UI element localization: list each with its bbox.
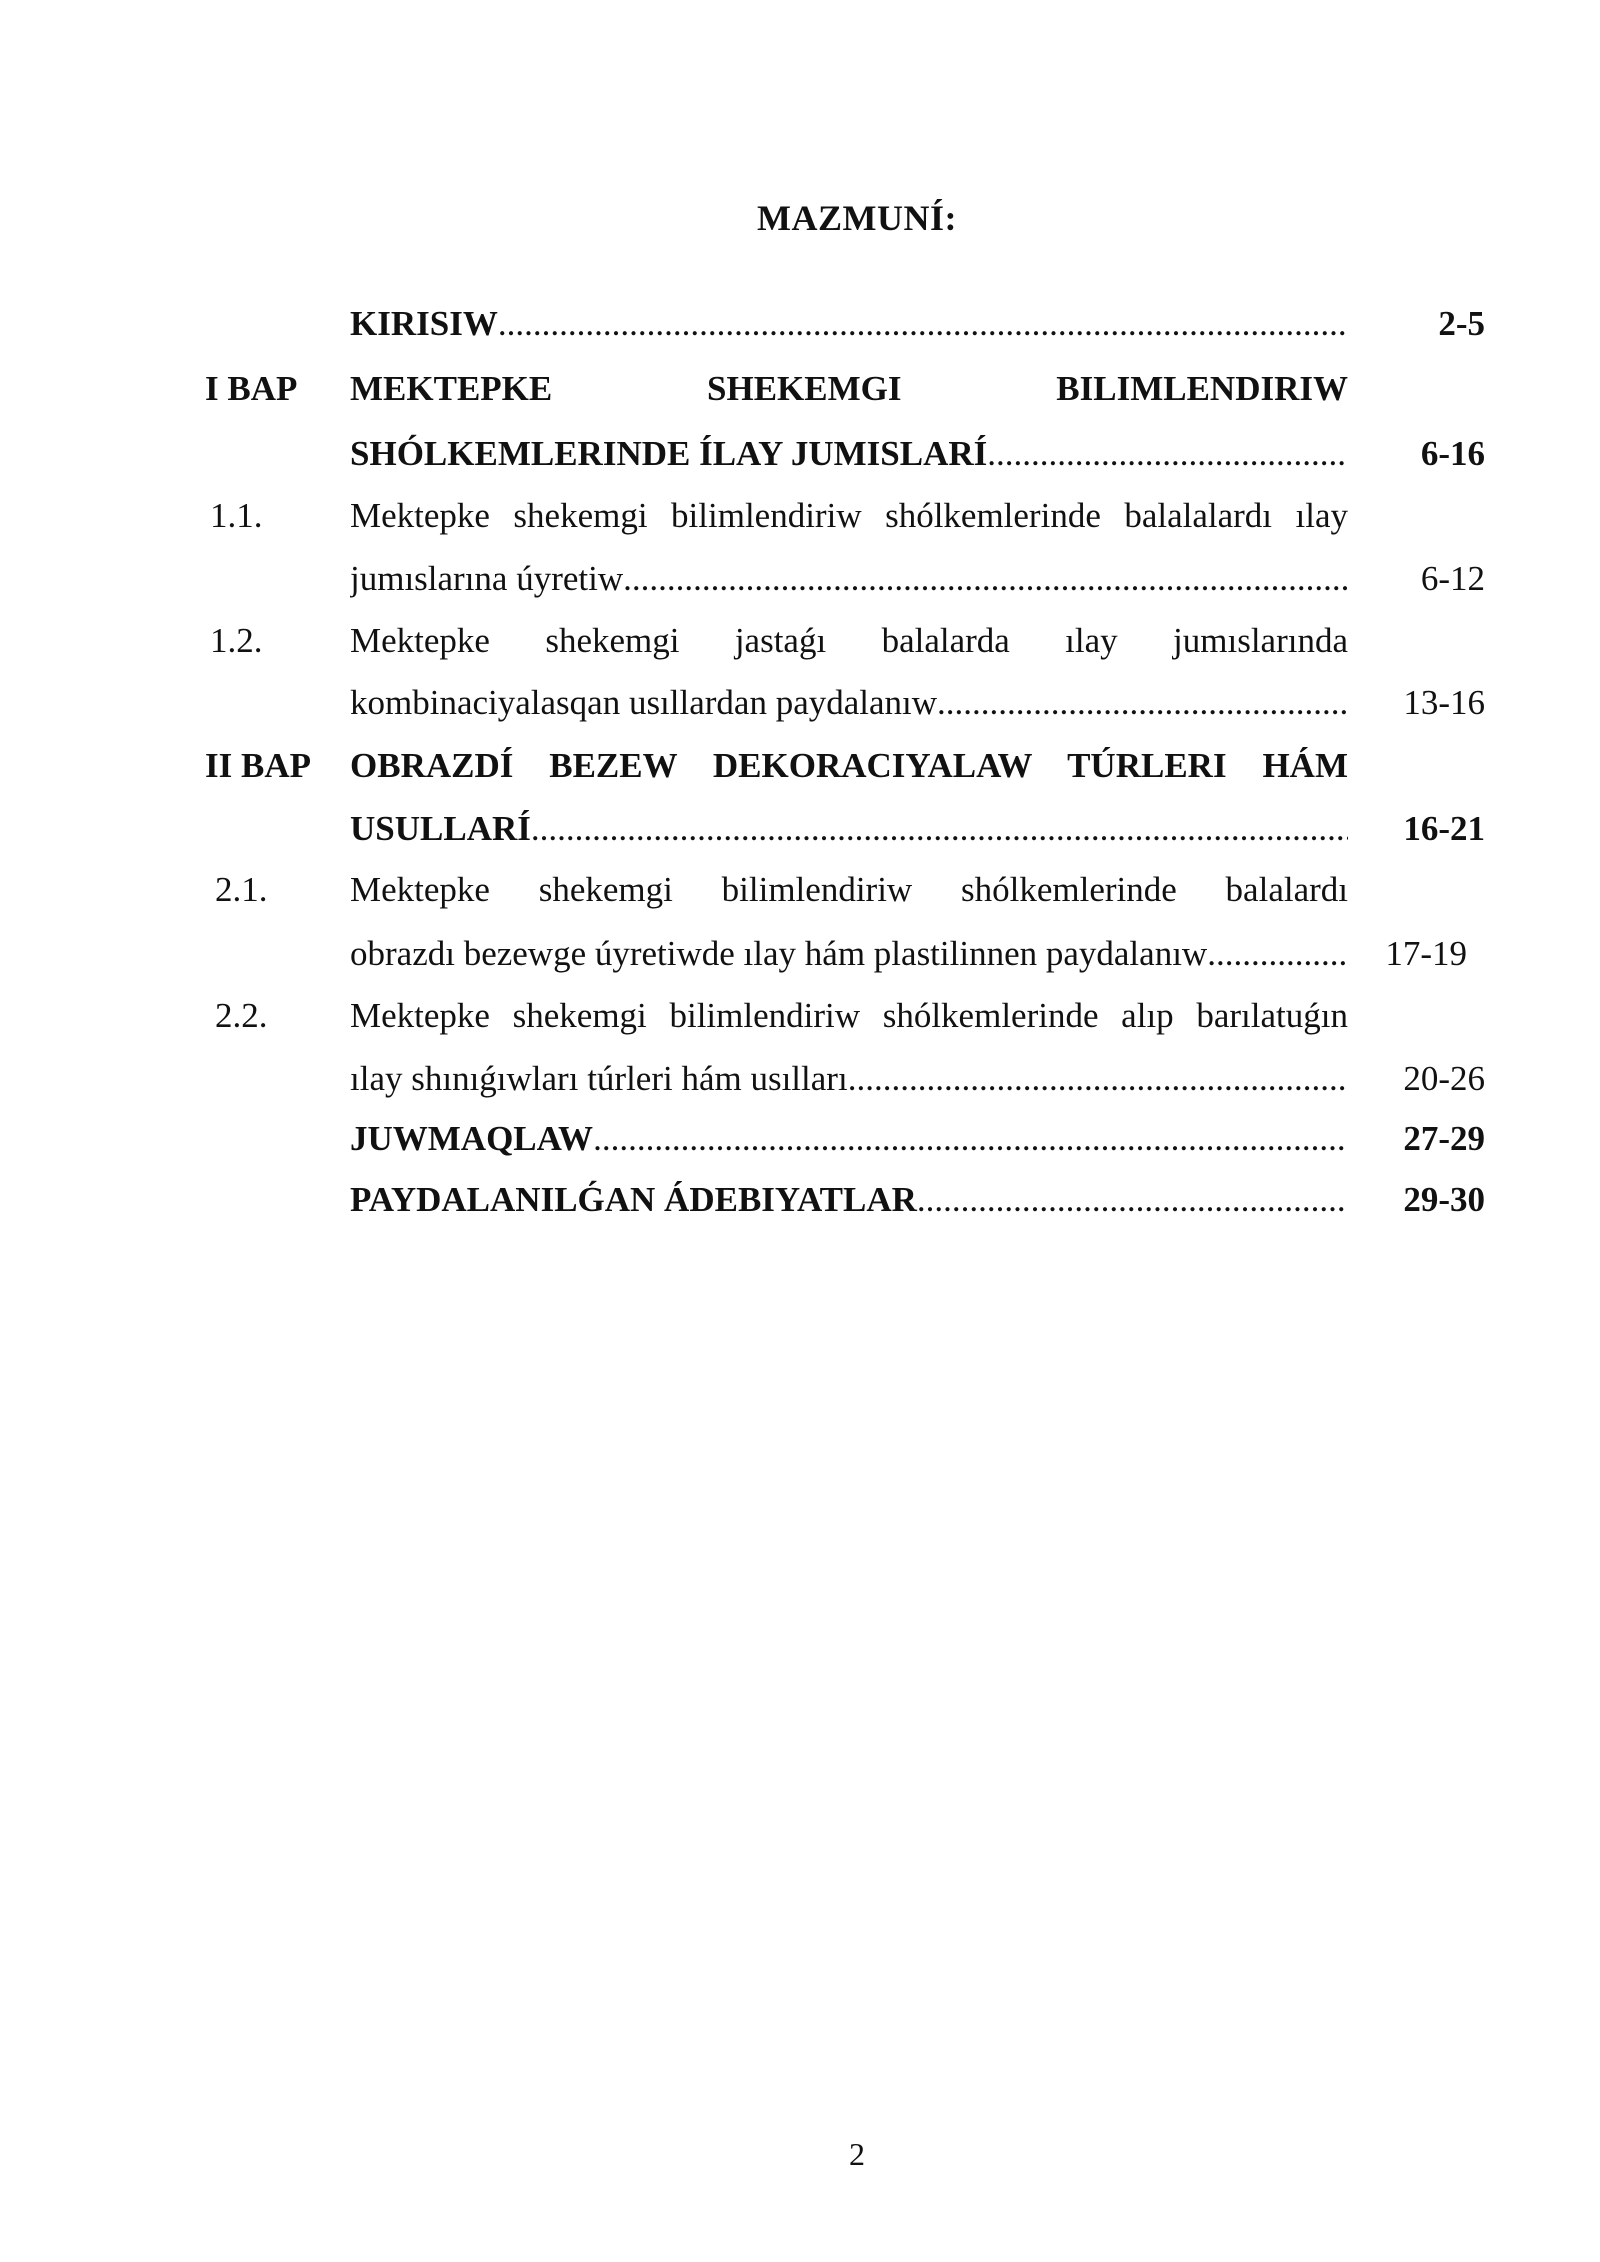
dot-leader (987, 428, 1348, 480)
section-title-line2: ılay shınıǵıwları túrleri hám usılları ..... (350, 1053, 1348, 1105)
section-title-line2: kombinaciyalasqan usıllardan paydalanıw ..... (350, 677, 1348, 729)
dot-leader (848, 1053, 1348, 1105)
dot-leader (531, 803, 1348, 855)
toc-entry-conclusion-title: JUWMAQLAW ..... (350, 1113, 1348, 1165)
section-title-line2: jumıslarına úyretiw ..... (350, 553, 1348, 605)
toc-entry-section-1-1 (0, 490, 1600, 542)
chapter-title-line1: OBRAZDÍ BEZEW DEKORACIYALAW TÚRLERI HÁM (350, 746, 1348, 785)
section-title-line1: Mektepke shekemgi bilimlendiriw shólkemlerinde balalardı (350, 870, 1348, 909)
toc-page-ref: 2-5 (1438, 304, 1485, 343)
chapter-number: I BAP (205, 369, 298, 408)
dot-leader (593, 1113, 1348, 1165)
chapter-number: II BAP (205, 746, 311, 785)
chapter-title-line2: USULLARÍ ..... (350, 803, 1348, 855)
toc-entry-section-1-2-cont (0, 677, 1600, 729)
toc-entry-conclusion (0, 1113, 1600, 1165)
section-number: 2.1. (215, 870, 268, 909)
toc-page-ref: 6-16 (1420, 434, 1485, 473)
toc-page-ref: 27-29 (1403, 1119, 1485, 1158)
section-title-line1: Mektepke shekemgi bilimlendiriw shólkemlerinde alıp barılatuǵın (350, 996, 1348, 1035)
section-title-line1: Mektepke shekemgi bilimlendiriw shólkemlerinde balalalardı ılay (350, 496, 1348, 535)
toc-entry-section-2-1-cont (0, 928, 1600, 980)
section-title-line2: obrazdı bezewge úyretiwde ılay hám plastilinnen paydalanıw ..... (350, 928, 1348, 980)
toc-entry-section-2-2 (0, 990, 1600, 1042)
dot-leader (623, 553, 1348, 605)
toc-page-ref: 20-26 (1403, 1059, 1485, 1098)
toc-entry-references-title: PAYDALANILǴAN ÁDEBIYATLAR ..... (350, 1174, 1348, 1226)
toc-entry-section-1-2 (0, 615, 1600, 667)
toc-entry-chapter1-cont (0, 428, 1600, 480)
toc-page-ref: 29-30 (1403, 1180, 1485, 1219)
chapter-title-line1: MEKTEPKE SHEKEMGI BILIMLENDIRIW (350, 369, 1348, 408)
dot-leader (917, 1174, 1348, 1226)
toc-page-ref: 17-19 (1385, 934, 1467, 973)
toc-entry-references (0, 1174, 1600, 1226)
dot-leader (498, 298, 1348, 350)
toc-entry-section-2-2-cont (0, 1053, 1600, 1105)
toc-page-ref: 13-16 (1403, 683, 1485, 722)
toc-page-ref: 16-21 (1403, 809, 1485, 848)
page-number: 2 (849, 2136, 865, 2172)
toc-entry-section-2-1 (0, 864, 1600, 916)
toc-page-ref: 6-12 (1420, 559, 1485, 598)
toc-entry-chapter1 (0, 363, 1600, 415)
toc-entry-chapter2-cont (0, 803, 1600, 855)
chapter-title-line2: SHÓLKEMLERINDE ÍLAY JUMISLARÍ ..... (350, 428, 1348, 480)
page-title: MAZMUNÍ: (757, 198, 957, 238)
toc-entry-section-1-1-cont (0, 553, 1600, 605)
toc-entry-chapter2 (0, 740, 1600, 792)
section-number: 1.1. (210, 496, 263, 535)
section-title-line1: Mektepke shekemgi jastaǵı balalarda ılay jumıslarında (350, 621, 1348, 660)
section-number: 1.2. (210, 621, 263, 660)
dot-leader (937, 677, 1348, 729)
toc-entry-intro (0, 298, 1600, 350)
section-number: 2.2. (215, 996, 268, 1035)
toc-entry-intro-title: KIRISIW ..... (350, 298, 1348, 350)
